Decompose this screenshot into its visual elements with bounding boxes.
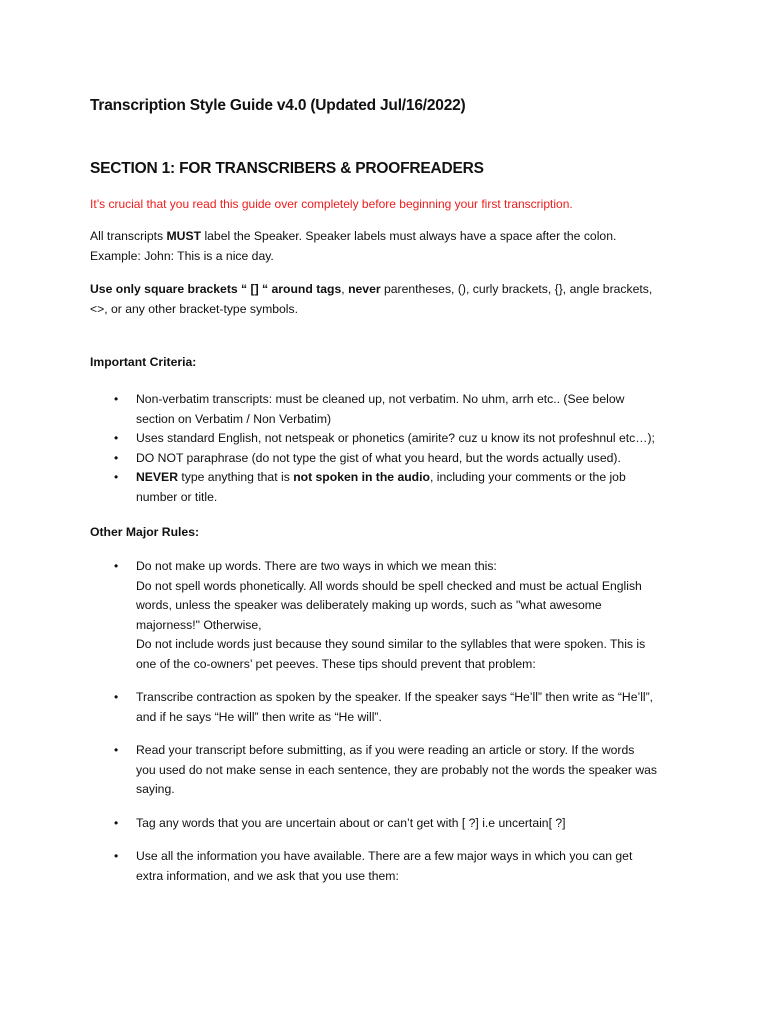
section-heading: SECTION 1: FOR TRANSCRIBERS & PROOFREADERS bbox=[90, 160, 484, 177]
other-rules-list bbox=[90, 557, 690, 886]
bracket-rule-line-2: <>, or any other bracket-type symbols. bbox=[90, 301, 298, 316]
list-item: • DO NOT paraphrase (do not type the gist of what you heard, but the words actually used). bbox=[90, 449, 690, 469]
list-item: • Read your transcript before submitting, as if you were reading an article or story. If the words you used do not make sense in each sentence, they are probably not the words the speaker was saying. bbox=[90, 741, 690, 800]
other-rules-heading: Other Major Rules: bbox=[90, 525, 200, 539]
list-item: • Use all the information you have available. There are a few major ways in which you can get extra information, and we ask that you use them: bbox=[90, 847, 690, 886]
must-emphasis: MUST bbox=[166, 229, 202, 243]
document-title: Transcription Style Guide v4.0 (Updated Jul/16/2022) bbox=[90, 97, 466, 114]
list-item: • NEVER type anything that is not spoken in the audio, including your comments or the job number or title. bbox=[90, 468, 690, 507]
bracket-rule-line: Use only square brackets “ [] “ around tags, never parentheses, (), curly brackets, {}, angle brackets, bbox=[90, 282, 653, 296]
speaker-rule-line: All transcripts MUST label the Speaker. Speaker labels must always have a space after the colon. bbox=[90, 229, 617, 243]
list-item: • Transcribe contraction as spoken by the speaker. If the speaker says “He’ll” then write as “He’ll”, and if he says “He will” then write as “He will”. bbox=[90, 688, 690, 727]
list-item: • Non-verbatim transcripts: must be cleaned up, not verbatim. No uhm, arrh etc.. (See below section on Verbatim / Non Verbatim) bbox=[90, 390, 690, 429]
warning-note: It’s crucial that you read this guide over completely before beginning your first transcription. bbox=[90, 197, 573, 211]
bracket-rule bbox=[90, 280, 690, 319]
list-item: • Uses standard English, not netspeak or phonetics (amirite? cuz u know its not profeshnul etc…); bbox=[90, 429, 690, 449]
important-criteria-list bbox=[90, 390, 690, 507]
important-criteria-heading: Important Criteria: bbox=[90, 355, 197, 369]
never-emphasis: never bbox=[348, 282, 381, 296]
list-item: • Do not make up words. There are two ways in which we mean this: Do not spell words phonetically. All words should be spell checked and must be actual English words, unless the speaker was deliberately making up words, such as "what awesome majorness!" Otherwise, Do not include words just because they sound similar to the syllables that were spoken. This is one of the co-owners’ pet peeves. These tips should prevent that problem: bbox=[90, 557, 690, 674]
speaker-example: Example: John: This is a nice day. bbox=[90, 248, 274, 263]
speaker-rule bbox=[90, 227, 690, 266]
list-item: • Tag any words that you are uncertain about or can’t get with [ ?] i.e uncertain[ ?] bbox=[90, 814, 690, 834]
